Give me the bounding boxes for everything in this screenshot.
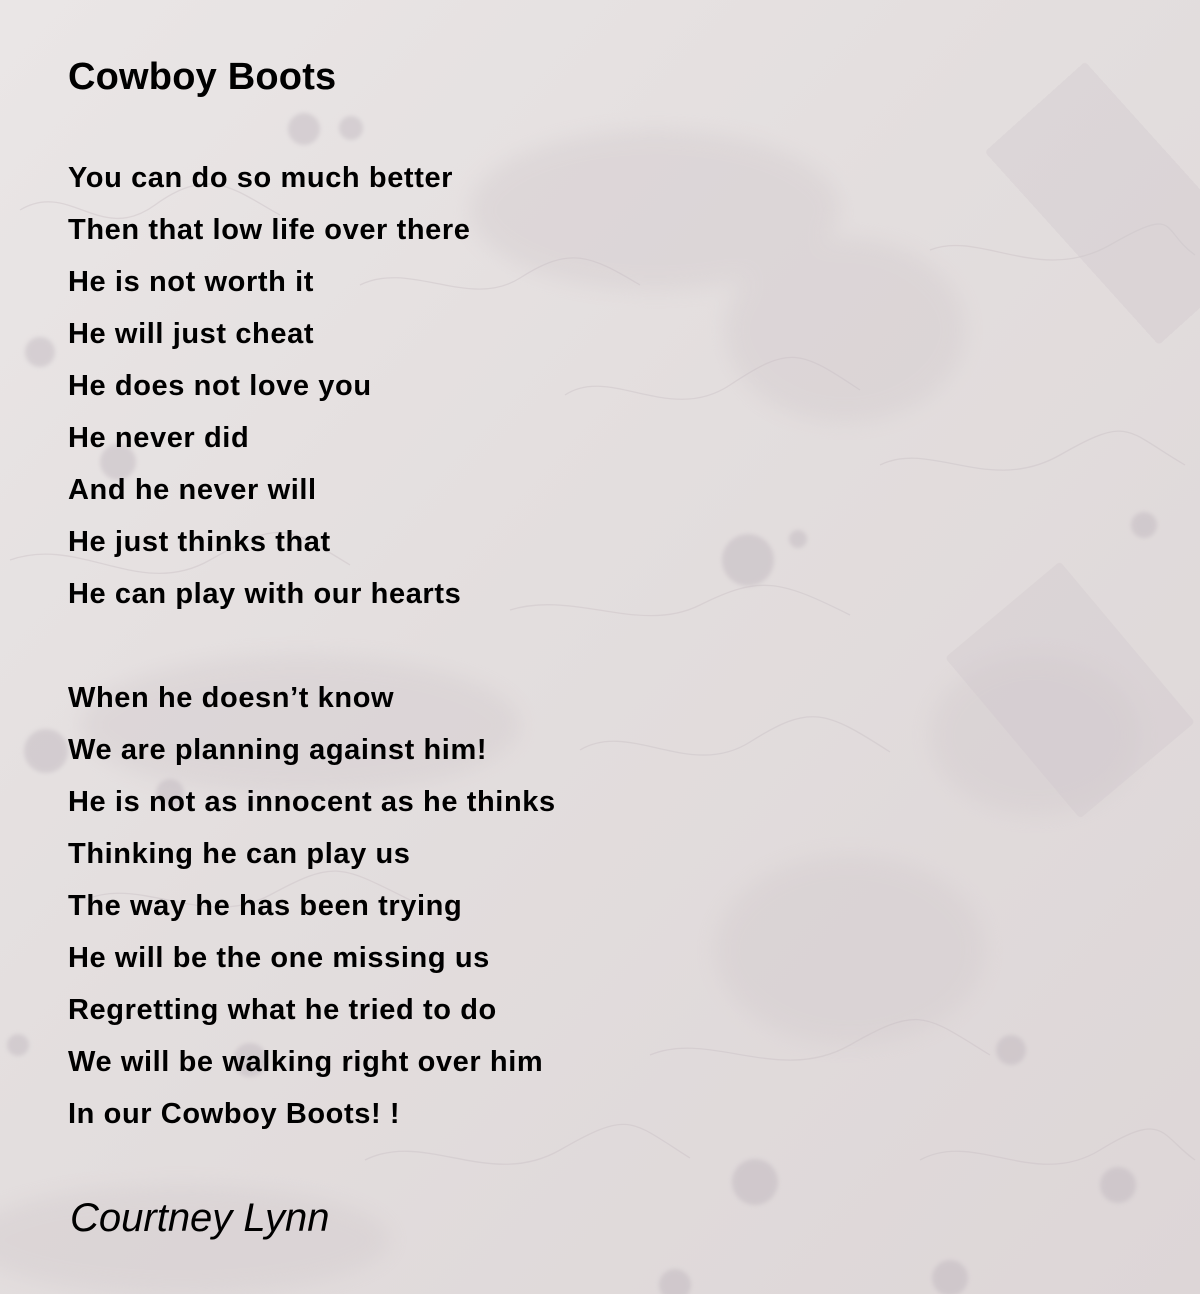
- poem-line: He is not as innocent as he thinks: [68, 786, 556, 818]
- poem-line: He will just cheat: [68, 318, 315, 350]
- poem-line: In our Cowboy Boots! !: [68, 1098, 401, 1130]
- poem-line: The way he has been trying: [68, 890, 463, 922]
- poem-line: He can play with our hearts: [68, 578, 462, 610]
- poem-title: Cowboy Boots: [68, 56, 337, 98]
- poem-line: Then that low life over there: [68, 214, 471, 246]
- poem-line: He will be the one missing us: [68, 942, 490, 974]
- poem-line: He is not worth it: [68, 266, 315, 298]
- poem-line: Regretting what he tried to do: [68, 994, 497, 1026]
- poem-line: And he never will: [68, 474, 317, 506]
- author-signature: Courtney Lynn: [70, 1196, 330, 1240]
- poem-line: You can do so much better: [68, 162, 454, 194]
- poem-line: He just thinks that: [68, 526, 331, 558]
- poem-line: We will be walking right over him: [68, 1046, 544, 1078]
- poem-line: When he doesn’t know: [68, 682, 395, 714]
- stanza-1: [68, 152, 471, 620]
- poem-line: He never did: [68, 422, 250, 454]
- poem-line: Thinking he can play us: [68, 838, 411, 870]
- poem-line: We are planning against him!: [68, 734, 488, 766]
- poem-line: He does not love you: [68, 370, 372, 402]
- stanza-2: [68, 672, 556, 1140]
